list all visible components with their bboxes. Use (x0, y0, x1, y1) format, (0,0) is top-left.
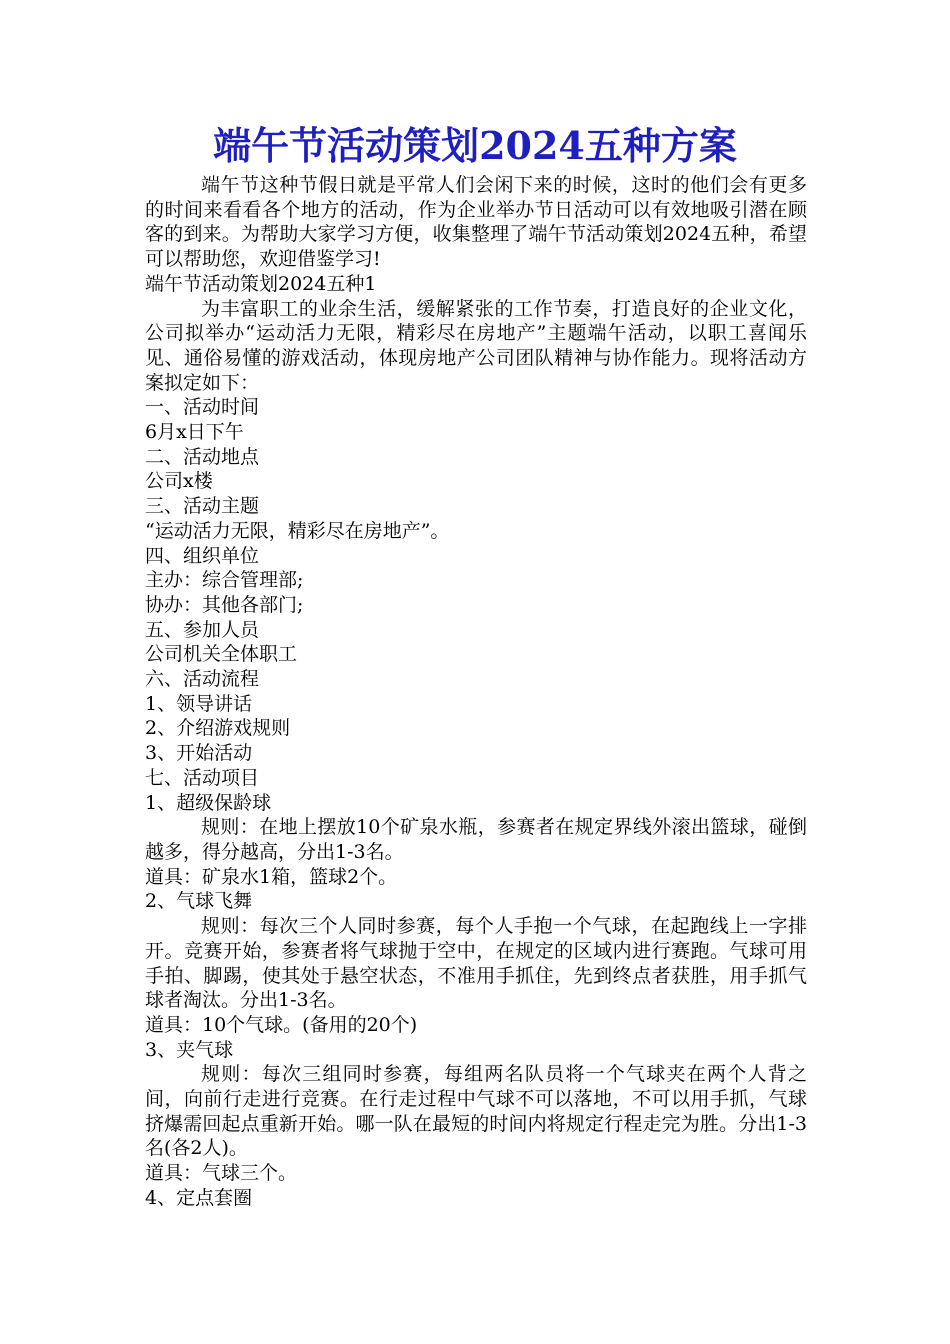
document-title: 端午节活动策划2024五种方案 (213, 123, 737, 168)
body-line: 6月x日下午 (145, 421, 244, 444)
body-line: 道具：10个气球。(备用的20个) (145, 1013, 418, 1036)
body-paragraph: 规则：每次三个人同时参赛，每个人手抱一个气球，在起跑线上一字排开。竞赛开始，参赛者将气球抛于空中，在规定的区域内进行赛跑。气球可用手拍、脚踢，使其处于悬空状态，不准用手抓住，先到终点者获胜，用手抓气球者淘汰。分出1-3名。 (145, 915, 807, 1012)
body-line: 一、活动时间 (145, 396, 260, 419)
body-line: 主办：综合管理部; (145, 569, 304, 592)
body-line: 三、活动主题 (145, 495, 260, 518)
body-line: “运动活力无限，精彩尽在房地产”。 (145, 519, 450, 542)
body-line: 四、组织单位 (145, 544, 260, 567)
body-paragraph: 规则：在地上摆放10个矿泉水瓶，参赛者在规定界线外滚出篮球，碰倒越多，得分越高，分出1-3名。 (145, 816, 807, 863)
body-line: 2、介绍游戏规则 (145, 717, 291, 740)
body-paragraph: 端午节这种节假日就是平常人们会闲下来的时候，这时的他们会有更多的时间来看看各个地方的活动，作为企业举办节日活动可以有效地吸引潜在顾客的到来。为帮助大家学习方便，收集整理了端午节活动策划2024五种，希望可以帮助您，欢迎借鉴学习! (145, 174, 807, 271)
body-line: 1、超级保龄球 (145, 791, 272, 814)
body-paragraph: 为丰富职工的业余生活，缓解紧张的工作节奏，打造良好的企业文化，公司拟举办“运动活力无限，精彩尽在房地产”主题端午活动，以职工喜闻乐见、通俗易懂的游戏活动，体现房地产公司团队精神与协作能力。现将活动方案拟定如下： (145, 297, 807, 394)
body-line: 3、夹气球 (145, 1038, 234, 1061)
document-body (145, 173, 807, 1211)
body-line: 端午节活动策划2024五种1 (145, 272, 377, 295)
body-line: 1、领导讲话 (145, 692, 253, 715)
body-line: 公司x楼 (145, 470, 213, 493)
body-line: 2、气球飞舞 (145, 890, 253, 913)
body-line: 3、开始活动 (145, 742, 253, 765)
body-line: 道具：矿泉水1箱，篮球2个。 (145, 865, 398, 888)
body-paragraph: 规则：每次三组同时参赛，每组两名队员将一个气球夹在两个人背之间，向前行走进行竞赛。在行走过程中气球不可以落地，不可以用手抓，气球挤爆需回起点重新开始。哪一队在最短的时间内将规定行程走完为胜。分出1-3名(各2人)。 (145, 1063, 807, 1160)
body-line: 七、活动项目 (145, 766, 260, 789)
body-line: 协办：其他各部门; (145, 593, 304, 616)
body-line: 4、定点套圈 (145, 1186, 253, 1209)
body-line: 道具：气球三个。 (145, 1162, 298, 1185)
body-line: 公司机关全体职工 (145, 643, 298, 666)
body-line: 五、参加人员 (145, 618, 260, 641)
body-line: 六、活动流程 (145, 668, 260, 691)
body-line: 二、活动地点 (145, 445, 260, 468)
